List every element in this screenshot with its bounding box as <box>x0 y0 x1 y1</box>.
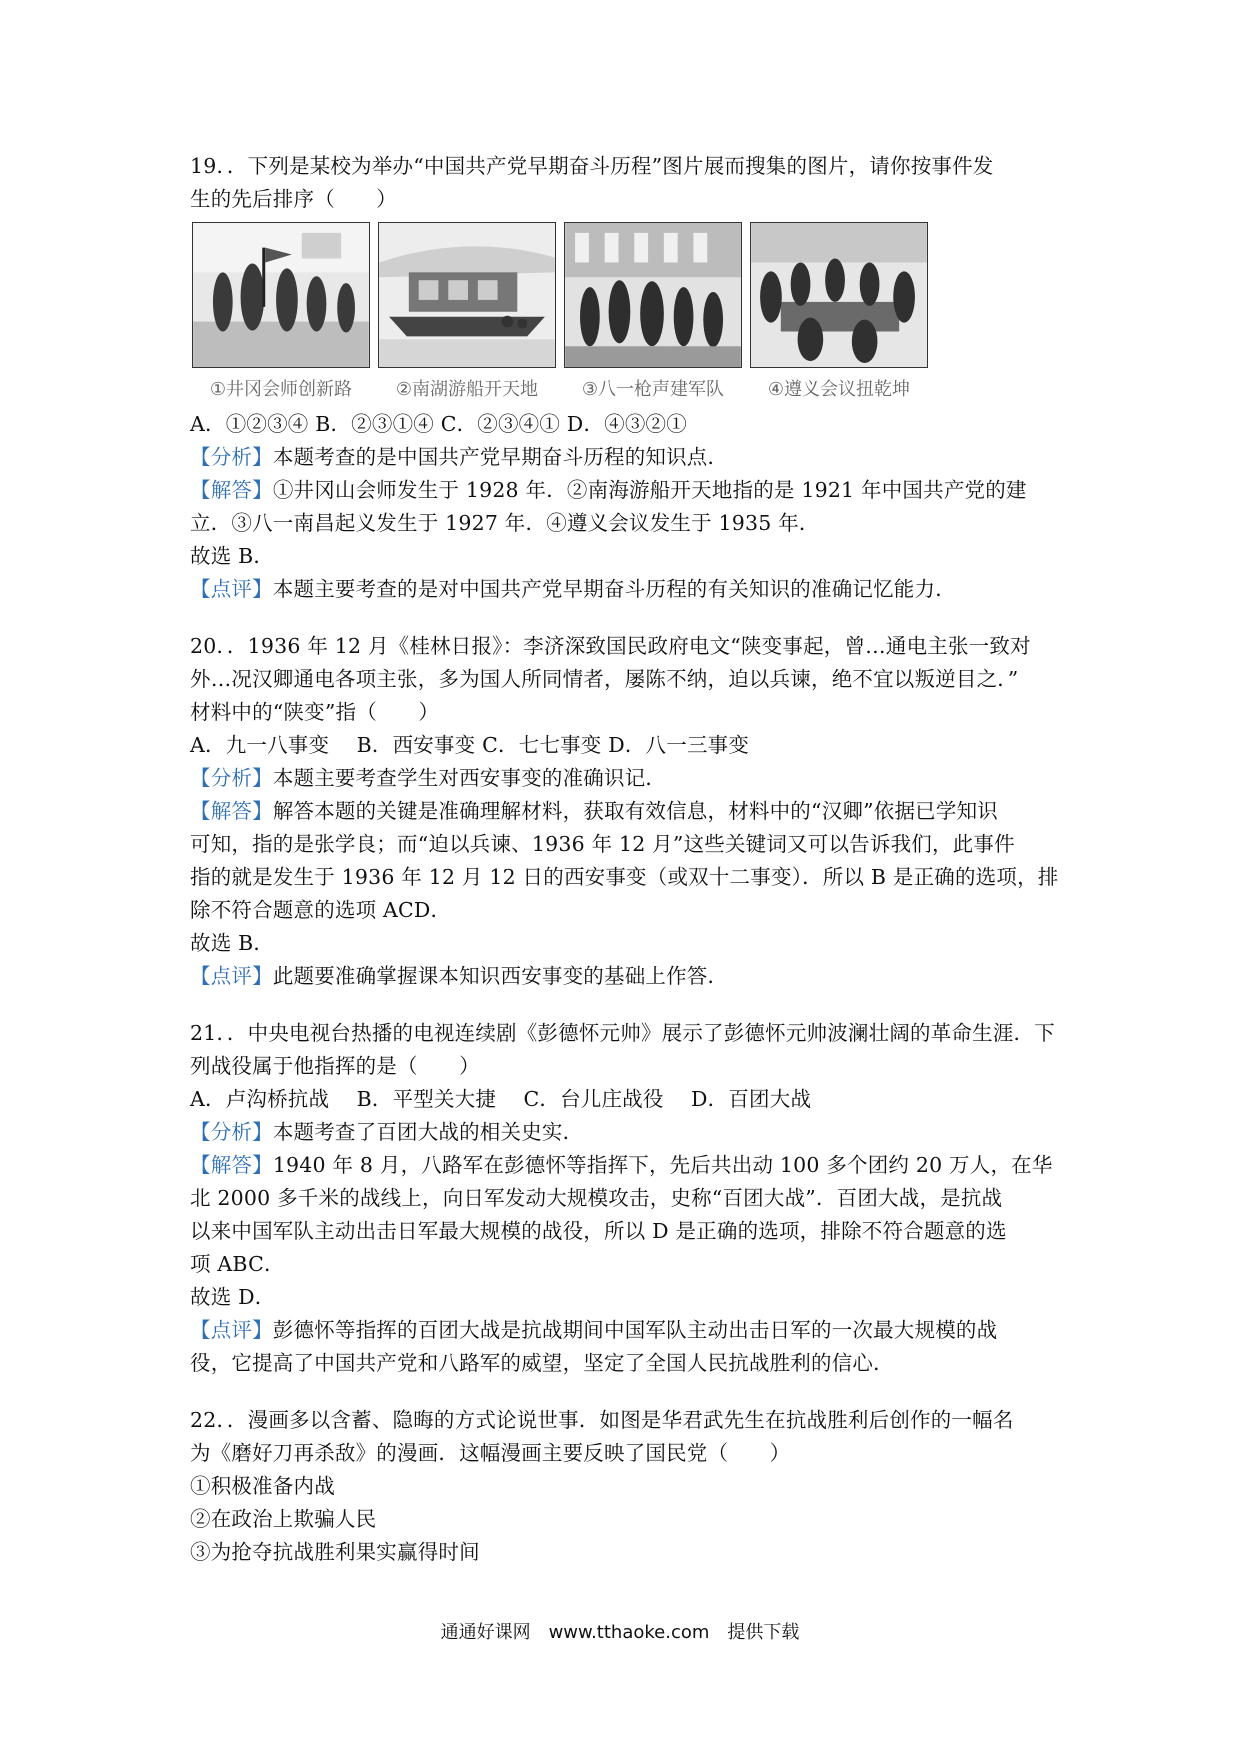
q21-options: A．卢沟桥抗战 B．平型关大捷 C．台儿庄战役 D．百团大战 <box>190 1087 812 1111</box>
q19-comment <box>190 573 1060 606</box>
q21-answer-line-3: 以来中国军队主动出击日军最大规模的战役，所以 D 是正确的选项，排除不符合题意的选 <box>190 1219 1007 1243</box>
q21-answer-line-1 <box>190 1149 1060 1182</box>
analysis-tag: 【分析】 <box>190 1120 273 1144</box>
analysis-tag: 【分析】 <box>190 766 273 790</box>
q22-item-1: ①积极准备内战 <box>190 1474 335 1498</box>
answer-text: ①井冈山会师发生于 1928 年．②南海游船开天地指的是 1921 年中国共产党的建 <box>272 478 1027 502</box>
q20-answer-line-1 <box>190 795 1060 828</box>
q20-stem-line-3: 材料中的“陕变”指（ ） <box>190 700 440 724</box>
comment-text: 此题要准确掌握课本知识西安事变的基础上作答． <box>272 964 729 988</box>
q19-caption-row <box>192 378 1060 402</box>
q20-comment <box>190 960 1060 993</box>
q19-options: A．①②③④ B．②③①④ C．②③④① D．④③②① <box>190 412 687 436</box>
q19-photo-row <box>192 222 1060 368</box>
comment-text: 本题主要考查的是对中国共产党早期奋斗历程的有关知识的准确记忆能力． <box>272 577 956 601</box>
q22-item-2: ②在政治上欺骗人民 <box>190 1507 377 1531</box>
q20-analysis <box>190 762 1060 795</box>
question-21 <box>190 1017 1060 1380</box>
photo-zunyi-meeting <box>750 222 928 368</box>
analysis-text: 本题考查的是中国共产党早期奋斗历程的知识点． <box>272 445 729 469</box>
spacer <box>190 993 1060 1017</box>
q19-stem-line-2: 生的先后排序（ ） <box>190 187 397 211</box>
crowd-illustration-1 <box>193 223 369 367</box>
photo-nanhu-boat <box>378 222 556 368</box>
q20-answer-line-2: 可知，指的是张学良；而“迫以兵谏、1936 年 12 月”这些关键词又可以告诉我们，此事件 <box>190 832 1015 856</box>
spacer <box>190 606 1060 630</box>
boat-illustration <box>379 223 555 367</box>
question-22 <box>190 1404 1060 1569</box>
q20-choice: 故选 B． <box>190 931 275 955</box>
q21-analysis <box>190 1116 1060 1149</box>
caption-3: ③八一枪声建军队 <box>581 379 725 400</box>
caption-2: ②南湖游船开天地 <box>395 379 539 400</box>
analysis-tag: 【分析】 <box>190 445 273 469</box>
q22-stem-line-2: 为《磨好刀再杀敌》的漫画．这幅漫画主要反映了国民党（ ） <box>190 1441 791 1465</box>
q21-stem-line-1: 21．．中央电视台热播的电视连续剧《彭德怀元帅》展示了彭德怀元帅波澜壮阔的革命生涯．下 <box>190 1021 1055 1045</box>
q21-stem-line-2: 列战役属于他指挥的是（ ） <box>190 1054 480 1078</box>
analysis-text: 本题主要考查学生对西安事变的准确识记． <box>272 766 667 790</box>
comment-tag: 【点评】 <box>190 964 273 988</box>
q21-comment-line-2: 役，它提高了中国共产党和八路军的威望，坚定了全国人民抗战胜利的信心． <box>190 1351 894 1375</box>
comment-tag: 【点评】 <box>190 1318 273 1342</box>
q19-answer-line-2: 立．③八一南昌起义发生于 1927 年．④遵义会议发生于 1935 年． <box>190 511 820 535</box>
photo-bayi-uprising <box>564 222 742 368</box>
q20-stem-line-2: 外…况汉卿通电各项主张，多为国人所同情者，屡陈不纳，迫以兵谏，绝不宜以叛逆目之．” <box>190 667 1019 691</box>
caption-4: ④遵义会议扭乾坤 <box>767 379 911 400</box>
q21-comment-line-1 <box>190 1314 1060 1347</box>
answer-tag: 【解答】 <box>190 1153 273 1177</box>
q20-options: A．九一八事变 B．西安事变 C．七七事变 D．八一三事变 <box>190 733 750 757</box>
q21-answer-line-2: 北 2000 多千米的战线上，向日军发动大规模攻击，史称“百团大战”．百团大战，是抗战 <box>190 1186 1003 1210</box>
q22-stem-line-1: 22．．漫画多以含蓄、隐晦的方式论说世事．如图是华君武先生在抗战胜利后创作的一幅名 <box>190 1408 1014 1432</box>
analysis-text: 本题考查了百团大战的相关史实． <box>272 1120 584 1144</box>
q22-item-3: ③为抢夺抗战胜利果实赢得时间 <box>190 1540 480 1564</box>
q19-choice: 故选 B． <box>190 544 275 568</box>
caption-1: ①井冈会师创新路 <box>209 379 353 400</box>
comment-tag: 【点评】 <box>190 577 273 601</box>
q20-answer-line-4: 除不符合题意的选项 ACD． <box>190 898 452 922</box>
q19-analysis <box>190 441 1060 474</box>
q20-stem-line-1: 20．．1936 年 12 月《桂林日报》：李济深致国民政府电文“陕变事起，曾…通电主张一致对 <box>190 634 1031 658</box>
q21-choice: 故选 D． <box>190 1285 276 1309</box>
question-20 <box>190 630 1060 993</box>
soldiers-illustration <box>565 223 741 367</box>
page-footer: 通通好课网 www.tthaoke.com 提供下载 <box>440 1622 800 1643</box>
q21-answer-line-4: 项 ABC． <box>190 1252 285 1276</box>
answer-text: 解答本题的关键是准确理解材料，获取有效信息，材料中的“汉卿”依据已学知识 <box>272 799 998 823</box>
answer-tag: 【解答】 <box>190 478 273 502</box>
q19-stem-line-1: 19．．下列是某校为举办“中国共产党早期奋斗历程”图片展而搜集的图片，请你按事件发 <box>190 154 994 178</box>
photo-jinggang-meeting <box>192 222 370 368</box>
comment-text: 彭德怀等指挥的百团大战是抗战期间中国军队主动出击日军的一次最大规模的战 <box>272 1318 998 1342</box>
answer-tag: 【解答】 <box>190 799 273 823</box>
meeting-illustration <box>751 223 927 367</box>
spacer <box>190 1380 1060 1404</box>
page-content <box>190 150 1060 1569</box>
q19-answer-line-1 <box>190 474 1060 507</box>
question-19 <box>190 150 1060 606</box>
answer-text: 1940 年 8 月，八路军在彭德怀等指挥下，先后共出动 100 多个团约 20 万人，在华 <box>272 1153 1053 1177</box>
q20-answer-line-3: 指的就是发生于 1936 年 12 月 12 日的西安事变（或双十二事变）．所以 B 是正确的选项，排 <box>190 865 1059 889</box>
